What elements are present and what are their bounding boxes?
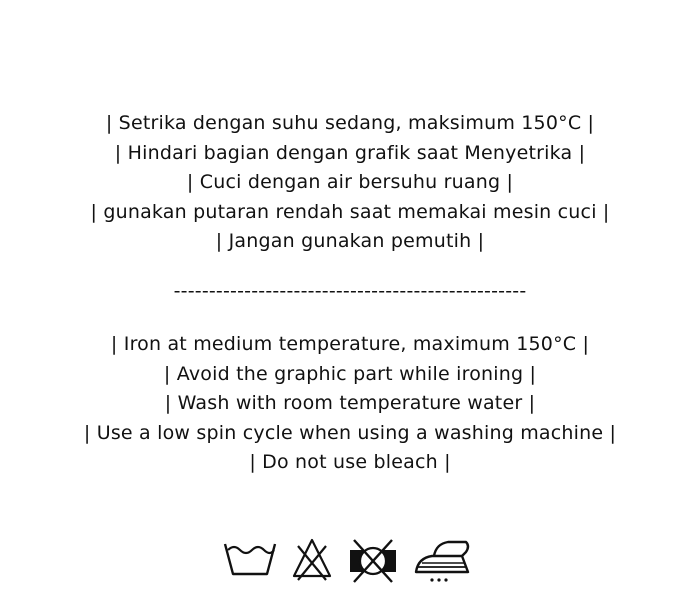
instruction-line: | Use a low spin cycle when using a washing machine |	[83, 421, 617, 444]
instruction-line: | Setrika dengan suhu sedang, maksimum 150°C |	[105, 112, 595, 134]
iron-icon	[412, 536, 474, 584]
instruction-line: | Jangan gunakan pemutih |	[215, 230, 485, 252]
instruction-line: | Do not use bleach |	[249, 451, 451, 473]
instruction-line: | Cuci dengan air bersuhu ruang |	[186, 171, 514, 193]
english-care-instructions	[0, 330, 700, 478]
care-symbols-row	[0, 536, 700, 588]
no-bleach-icon	[290, 536, 334, 582]
instruction-line: | Wash with room temperature water |	[164, 392, 536, 414]
instruction-line: | Avoid the graphic part while ironing |	[163, 362, 537, 385]
instruction-line: | gunakan putaran rendah saat memakai mesin cuci |	[90, 200, 610, 223]
instruction-line: | Hindari bagian dengan grafik saat Menyetrika |	[114, 141, 586, 164]
no-tumble-dry-icon	[346, 536, 400, 584]
indonesian-care-instructions	[0, 109, 700, 257]
dashed-divider: --------------------------------------------------	[173, 280, 527, 302]
instruction-line: | Iron at medium temperature, maximum 150°C |	[110, 333, 590, 355]
wash-tub-icon	[222, 536, 278, 582]
